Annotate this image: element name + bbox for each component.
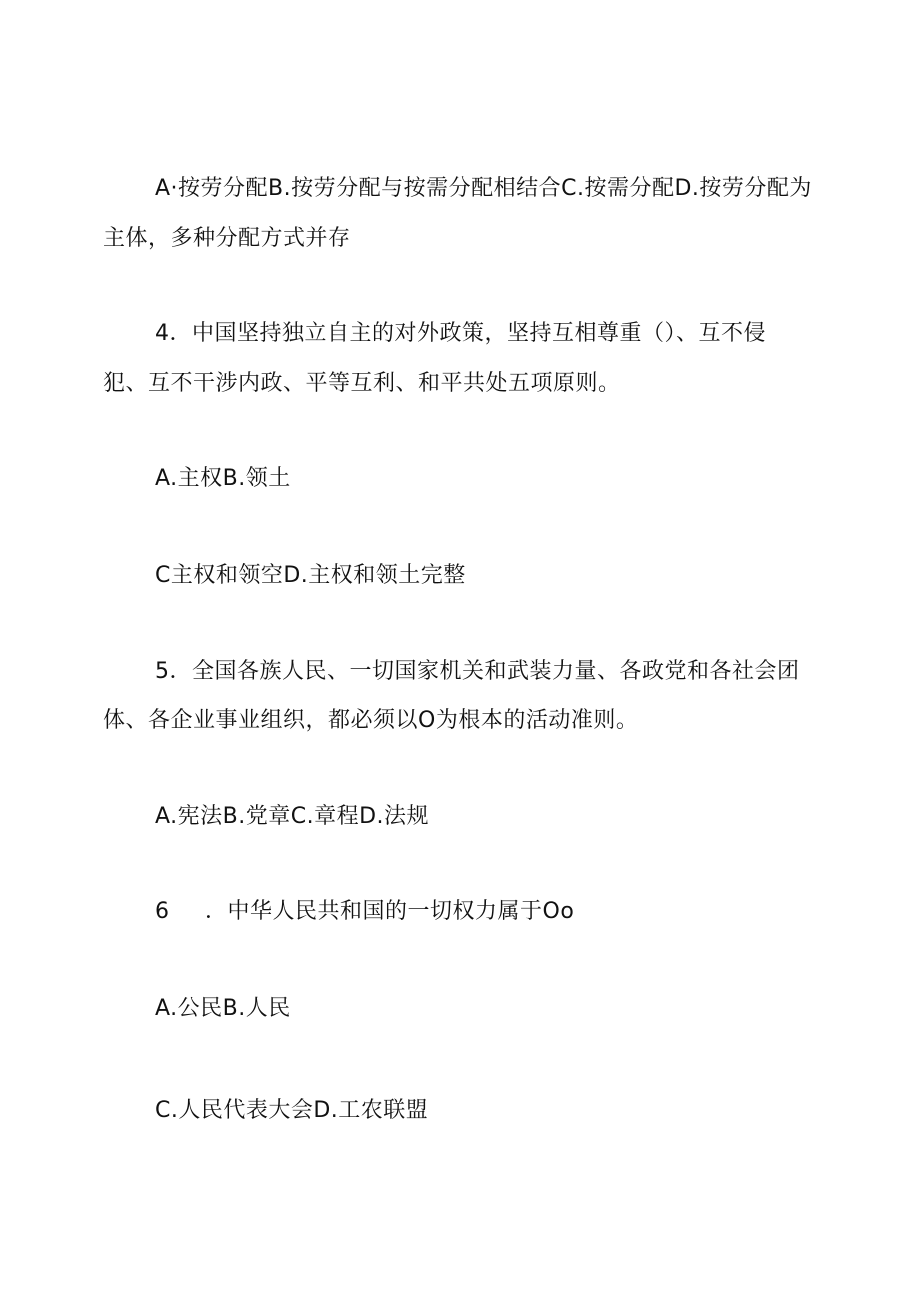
question-6-options-line-1: A.公民B.人民: [155, 996, 291, 1021]
question-5-options-line-1: A.宪法B.党章C.章程D.法规: [155, 804, 430, 829]
question-6-stem: ．中华人民共和国的一切权力属于Oo: [205, 899, 575, 924]
question-5-stem-line-2: 体、各企业事业组织，都必须以O为根本的活动准则。: [103, 708, 639, 733]
question-4-stem-line-2: 犯、互不干涉内政、平等互利、和平共处五项原则。: [103, 371, 621, 396]
question-4-options-line-1: A.主权B.领土: [155, 466, 291, 491]
question-6-number: 6: [155, 899, 170, 924]
question-3-options-line-1: A·按劳分配B.按劳分配与按需分配相结合C.按需分配D.按劳分配为: [155, 176, 812, 201]
question-4-options-line-2: C主权和领空D.主权和领土完整: [155, 563, 466, 588]
question-5-stem-line-1: 5．全国各族人民、一切国家机关和武装力量、各政党和各社会团: [155, 659, 800, 684]
question-4-stem-line-1: 4．中国坚持独立自主的对外政策，坚持互相尊重（）、互不侵: [155, 321, 766, 346]
question-3-options-line-2: 主体，多种分配方式并存: [103, 226, 351, 251]
question-6-options-line-2: C.人民代表大会D.工农联盟: [155, 1098, 429, 1123]
